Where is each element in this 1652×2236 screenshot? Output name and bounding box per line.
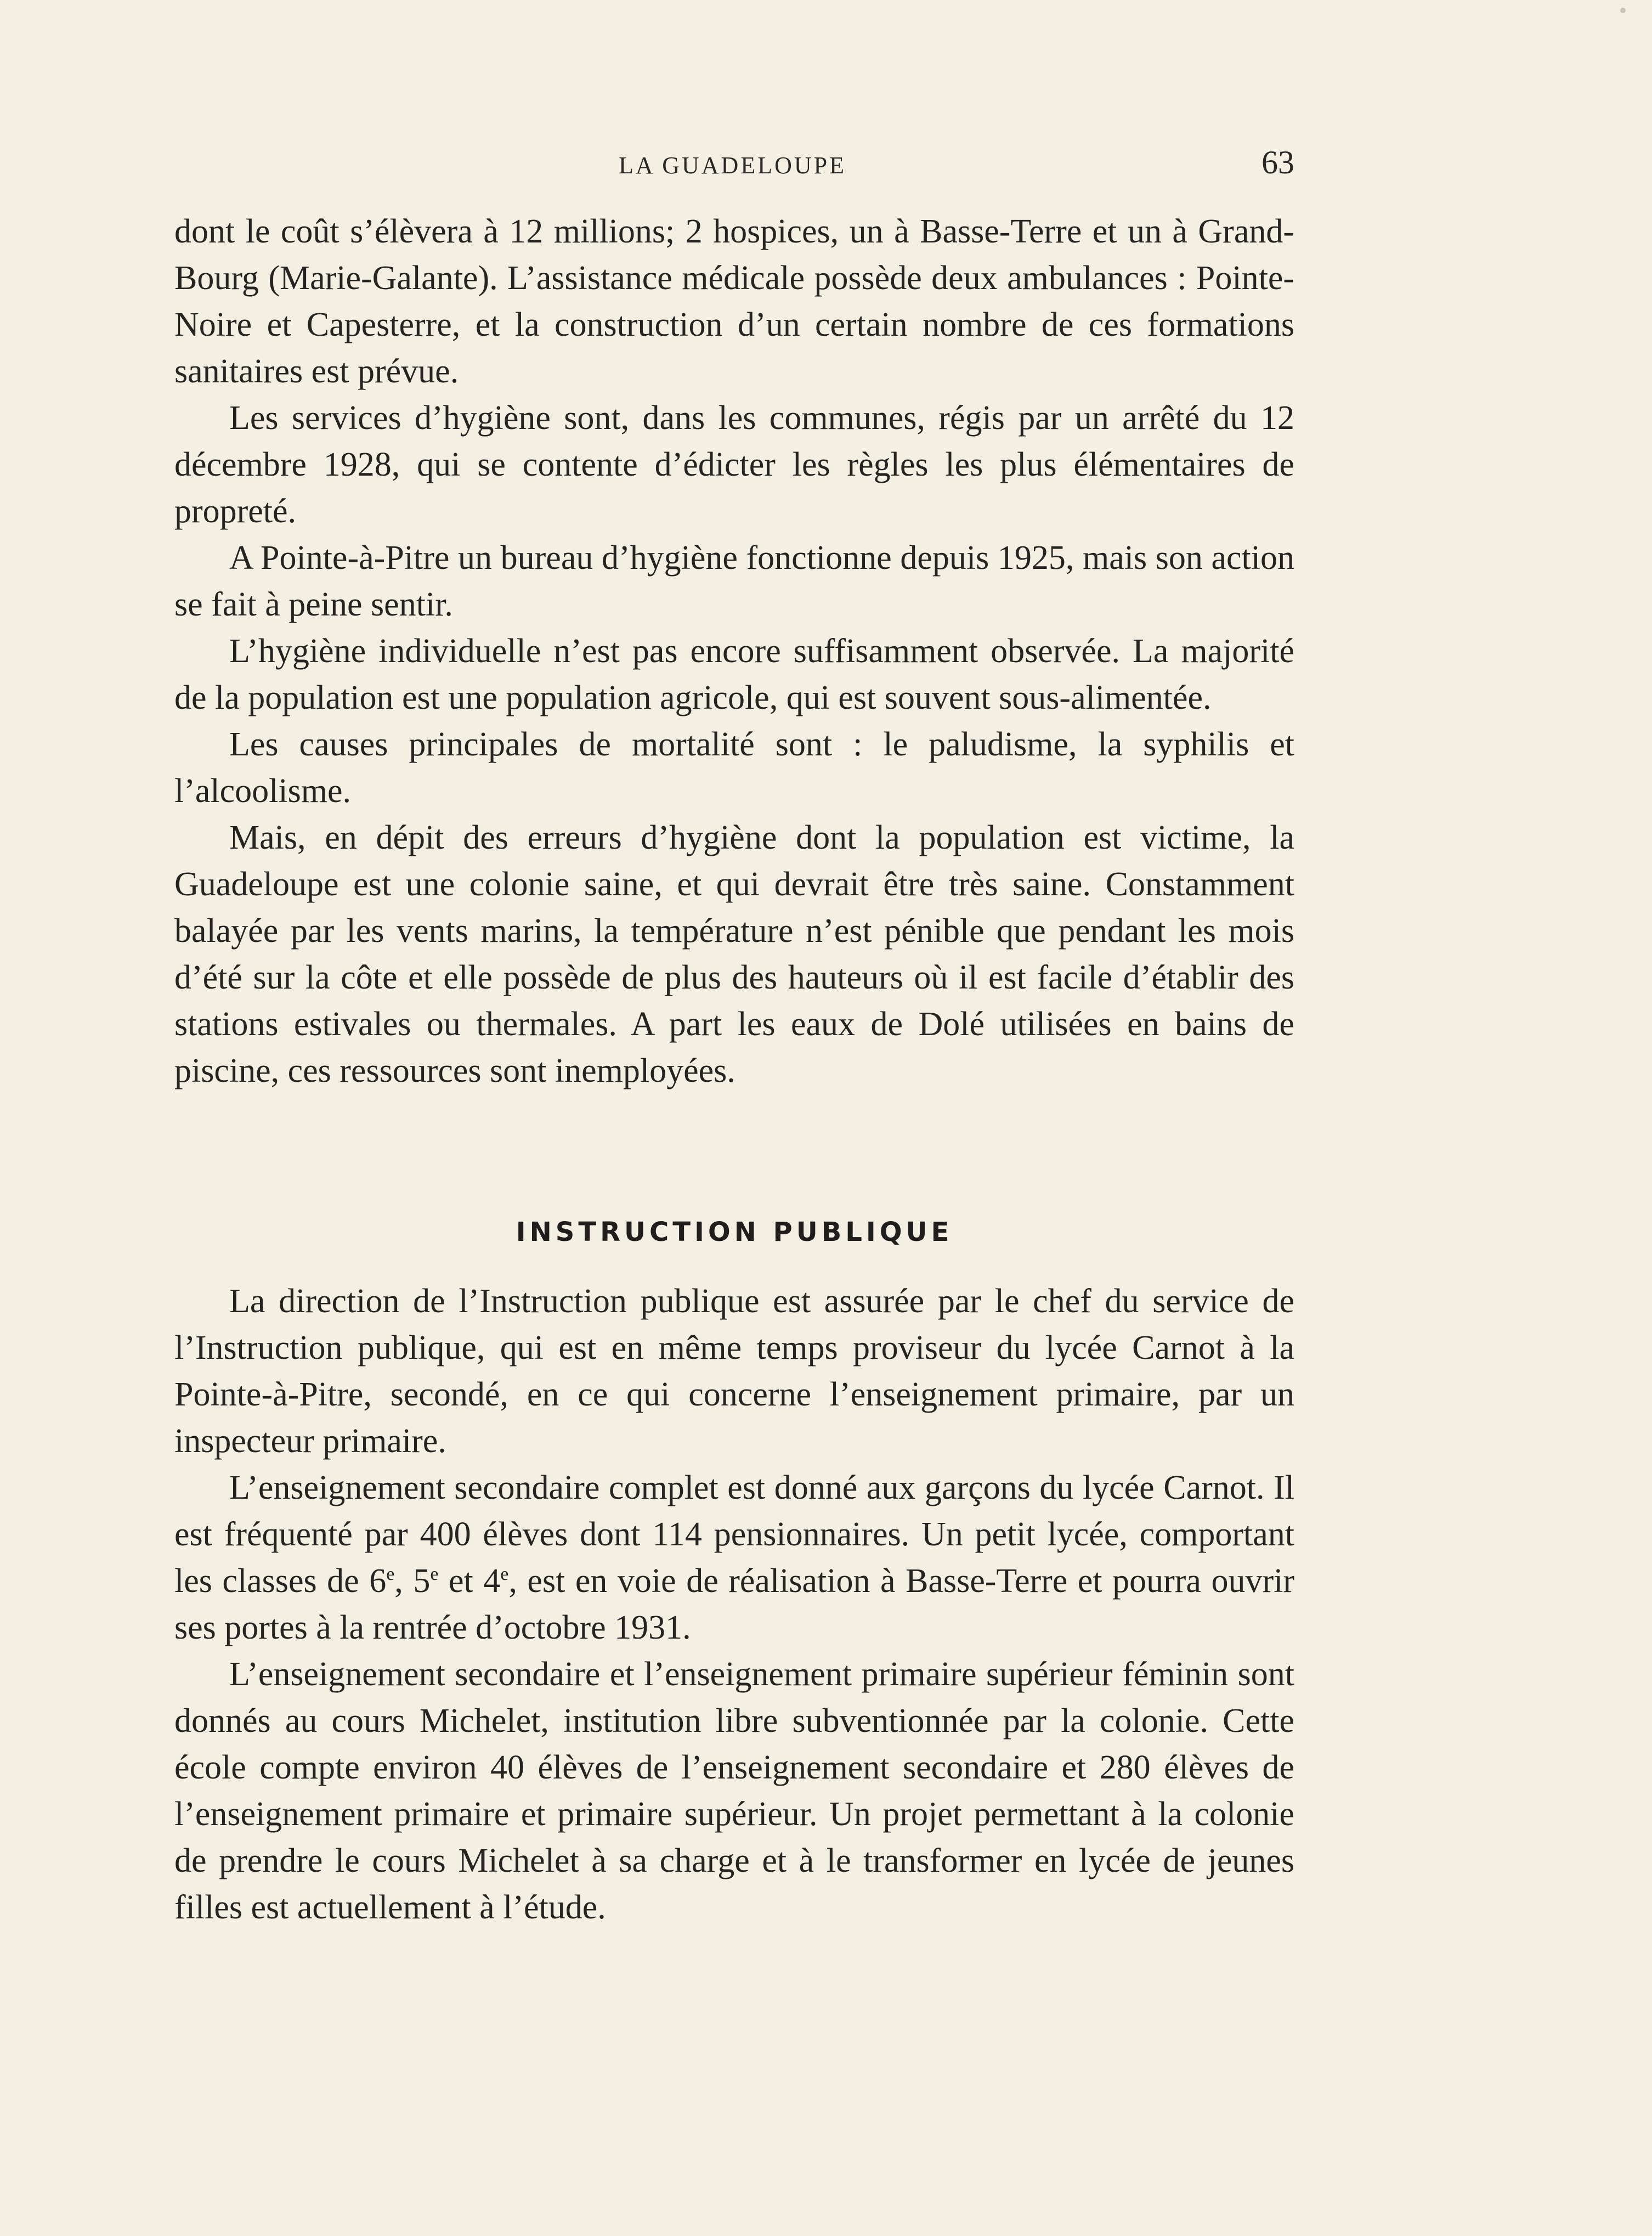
section-heading: INSTRUCTION PUBLIQUE (516, 1217, 953, 1247)
paragraph-mortality-causes: Les causes principales de mortalité sont : le paludisme, la syphilis et l’alcoolisme. (174, 726, 1294, 810)
hygiene-text-block (174, 208, 1294, 1094)
superscript-e: e (500, 1564, 509, 1584)
paragraph-healthy-colony: Mais, en dépit des erreurs d’hygiène dont la population est victime, la Guadeloupe est une colonie saine, et qui devrait être très saine. Constamment balayée par les vents marins, la température n’est pénible que pendant les mois d’été sur la côte et elle possède de plus des hauteurs où il est facile d’établir des stations estivales ou thermales. A part les eaux de Dolé utilisées en bains de piscine, ces ressources sont inemployées. (174, 819, 1294, 1089)
instruction-text-block (174, 1278, 1294, 1931)
paragraph-individual-hygiene: L’hygiène individuelle n’est pas encore suffisamment observée. La majorité de la population est une population agricole, qui est souvent sous-alimentée. (174, 633, 1294, 716)
classes-text-after: , est en voie de réalisation à Basse-Terre et pourra ouvrir ses portes à la rentrée d’octobre 1931. (174, 1562, 1294, 1646)
running-header (174, 144, 1294, 187)
running-title: LA GUADELOUPE (619, 152, 846, 179)
classes-text-mid: et 4 (438, 1562, 501, 1600)
paragraph-hygiene-bureau: A Pointe-à-Pitre un bureau d’hygiène fonctionne depuis 1925, mais son action se fait à peine sentir. (174, 539, 1294, 623)
paper-speck (1620, 8, 1626, 13)
paragraph-hygiene-services: Les services d’hygiène sont, dans les communes, régis par un arrêté du 12 décembre 1928, qui se contente d’édicter les règles les plus élémentaires de propreté. (174, 399, 1294, 530)
paragraph-direction: La direction de l’Instruction publique est assurée par le chef du service de l’Instruction publique, qui est en même temps proviseur du lycée Carnot à la Pointe-à-Pitre, secondé, en ce qui concerne l’enseignement primaire, par un inspecteur primaire. (174, 1283, 1294, 1460)
paragraph-cours-michelet: L’enseignement secondaire et l’enseignement primaire supérieur féminin sont donnés au cours Michelet, institution libre subventionnée par la colonie. Cette école compte environ 40 élèves de l’enseignement secondaire et 280 élèves de l’enseignement primaire et primaire supérieur. Un projet permettant à la colonie de prendre le cours Michelet à sa charge et à le transformer en lycée de jeunes filles est actuellement à l’étude. (174, 1656, 1294, 1926)
superscript-e: e (386, 1564, 395, 1584)
superscript-e: e (430, 1564, 439, 1584)
paragraph-secondary-boys (174, 1465, 1294, 1651)
page-number: 63 (1261, 144, 1294, 180)
classes-text-before: L’enseignement secondaire complet est donné aux garçons du lycée Carnot. Il est fréquenté par 400 élèves dont 114 pensionnaires. Un petit lycée, comportant les classes de 6 (174, 1469, 1294, 1600)
paragraph-continued: dont le coût s’élèvera à 12 millions; 2 hospices, un à Basse-Terre et un à Grand-Bourg (Marie-Galante). L’assistance médicale possède deux ambulances : Pointe-Noire et Capesterre, et la construction d’un certain nombre de ces formations sanitaires est prévue. (174, 213, 1294, 390)
classes-text-mid: , 5 (394, 1562, 431, 1600)
